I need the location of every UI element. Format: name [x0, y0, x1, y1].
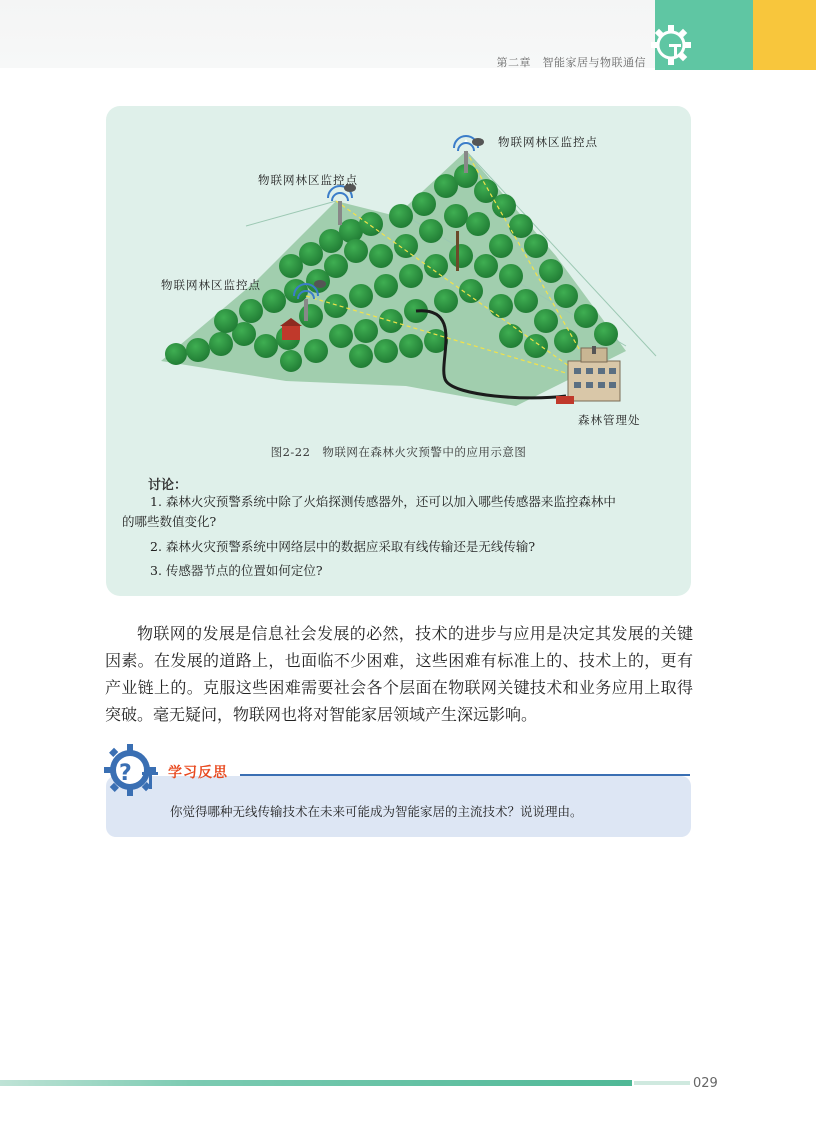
- discussion-q3: 3. 传感器节点的位置如何定位?: [150, 563, 323, 578]
- body-paragraph: 物联网的发展是信息社会发展的必然，技术的进步与应用是决定其发展的关键因素。在发展的道路上，也面临不少困难，这些困难有标准上的、技术上的，更有产业链上的。克服这些困难需要社会各个层面在物联网关键技术和业务应用上取得突破。毫无疑问，物联网也将对智能家居领域产生深远影响。: [105, 624, 693, 724]
- svg-text:?: ?: [119, 761, 132, 786]
- reflection-question: 你觉得哪种无线传输技术在未来可能成为智能家居的主流技术？说说理由。: [170, 804, 583, 819]
- reflection-title: 学习反思: [168, 765, 228, 781]
- footer-bar-light: [634, 1081, 690, 1085]
- discussion-title: 讨论：: [148, 478, 188, 493]
- figure-caption: 图2-22 物联网在森林火灾预警中的应用示意图: [270, 445, 527, 459]
- gear-icon: [648, 22, 694, 68]
- page-number: 029: [693, 1076, 718, 1091]
- label-site-left: 物联网林区监控点: [161, 278, 261, 292]
- label-site-top: 物联网林区监控点: [498, 135, 598, 149]
- label-station: 森林管理处: [578, 413, 641, 427]
- discussion-q1-line1: 1. 森林火灾预警系统中除了火焰探测传感器外，还可以加入哪些传感器来监控森林中: [150, 494, 616, 509]
- discussion-q2: 2. 森林火灾预警系统中网络层中的数据应采取有线传输还是无线传输?: [150, 539, 536, 554]
- figure-panel: [106, 106, 691, 596]
- label-site-mid: 物联网林区监控点: [258, 173, 358, 187]
- forest-illustration: [106, 106, 691, 436]
- question-gear-icon: [104, 742, 166, 800]
- footer-bar: [0, 1080, 632, 1086]
- discussion-q1-line2: 的哪些数值变化?: [122, 514, 217, 529]
- header-yellow-block: [753, 0, 816, 70]
- reflection-rule: [240, 774, 690, 776]
- chapter-title: 第二章 智能家居与物联通信: [496, 56, 646, 69]
